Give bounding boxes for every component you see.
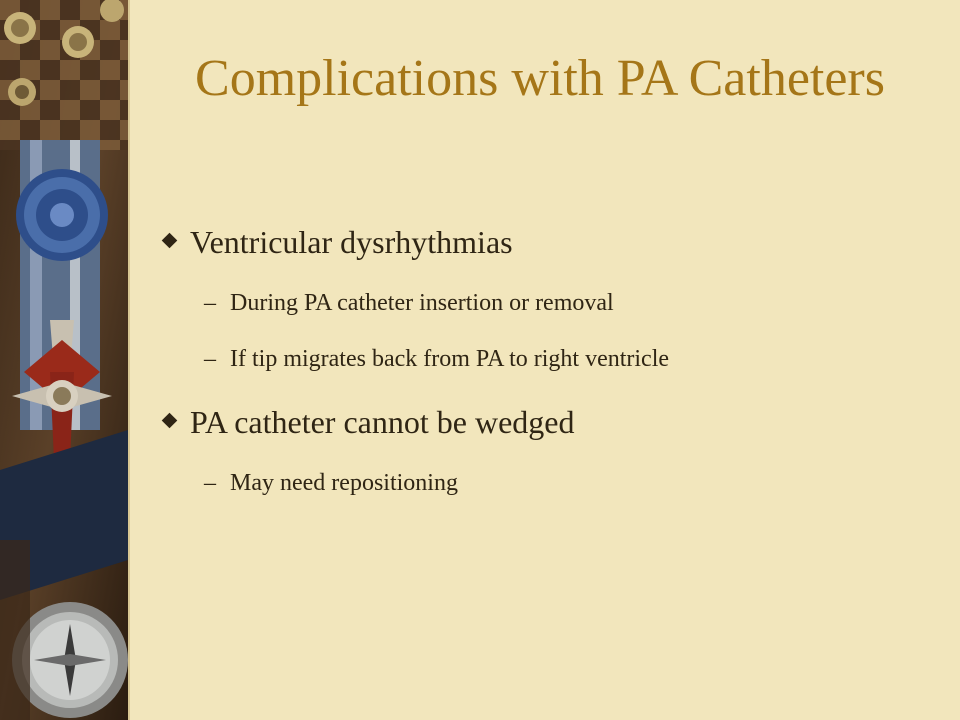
bullet-item [160, 400, 940, 444]
bullet-text: Ventricular dysrhythmias [190, 224, 513, 260]
sub-bullet-text: May need repositioning [230, 470, 458, 496]
sub-bullet-text: During PA catheter insertion or removal [230, 290, 614, 316]
sub-bullet-item [160, 466, 940, 500]
sub-bullet-item [160, 286, 940, 320]
slide-title: Complications with PA Catheters [195, 50, 885, 107]
sub-bullet-dash: – [204, 346, 216, 372]
bullet-text: PA catheter cannot be wedged [190, 404, 575, 440]
sub-bullet-item [160, 342, 940, 376]
diamond-bullet-icon [162, 233, 178, 249]
photo-edge-divider [128, 0, 130, 720]
sub-bullet-text: If tip migrates back from PA to right ventricle [230, 346, 670, 372]
bullet-item [160, 220, 940, 264]
medal-collage-image [0, 0, 128, 720]
sub-bullet-dash: – [204, 290, 216, 316]
bullet-list [160, 220, 940, 500]
decorative-photo-strip [0, 0, 128, 720]
diamond-bullet-icon [162, 413, 178, 429]
sub-bullet-dash: – [204, 470, 216, 496]
